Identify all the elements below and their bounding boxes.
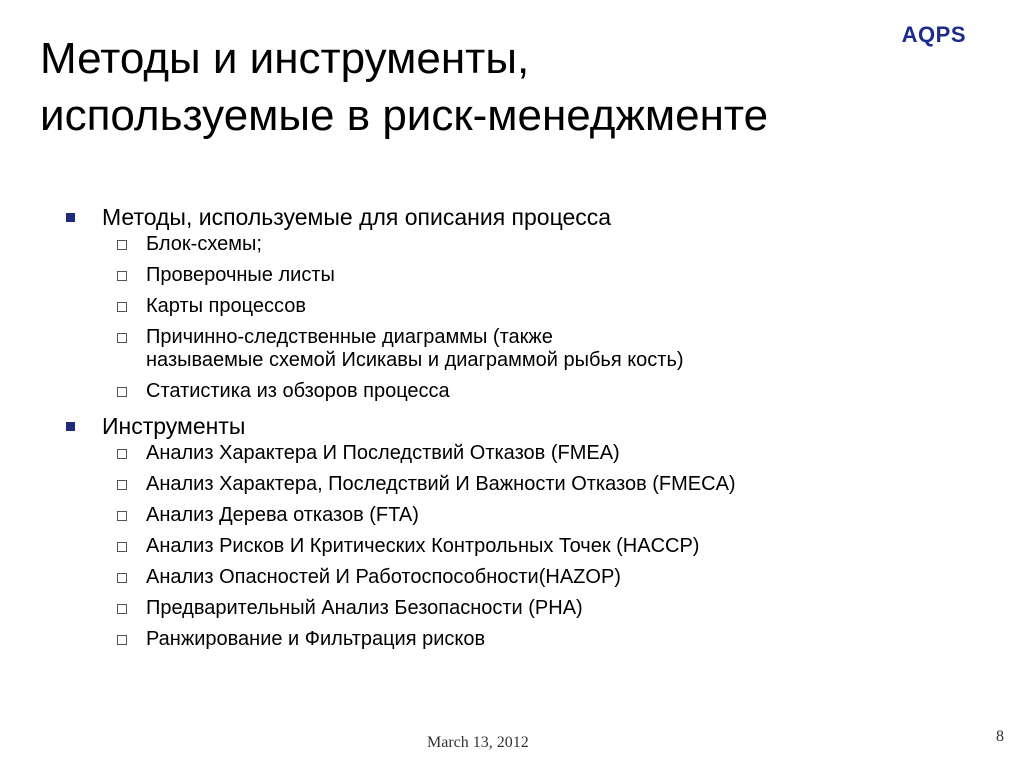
section-heading: Инструменты <box>102 413 246 439</box>
sub-item-line: Проверочные листы <box>146 264 335 286</box>
sub-item-line: Анализ Дерева отказов (FTA) <box>146 504 419 526</box>
sub-item-text <box>146 504 419 527</box>
page-number: 8 <box>996 728 1004 745</box>
sub-item-text <box>146 380 450 403</box>
hollow-square-bullet-icon <box>117 333 127 343</box>
sub-item-line: Ранжирование и Фильтрация рисков <box>146 628 486 650</box>
slide-title <box>40 30 768 144</box>
hollow-square-bullet-icon <box>117 449 127 459</box>
sub-item-text <box>146 264 335 287</box>
sub-item-text <box>146 597 583 620</box>
hollow-square-bullet-icon <box>117 573 127 583</box>
slide-content <box>60 202 960 659</box>
brand-logo: AQPS <box>901 22 966 47</box>
sub-item-text <box>146 535 699 558</box>
hollow-square-bullet-icon <box>117 387 127 397</box>
hollow-square-bullet-icon <box>117 542 127 552</box>
sub-item <box>117 326 960 372</box>
sub-item <box>117 535 960 558</box>
hollow-square-bullet-icon <box>117 480 127 490</box>
hollow-square-bullet-icon <box>117 635 127 645</box>
sub-item-line: Анализ Характера, Последствий И Важности Отказов (FMECA) <box>146 473 736 495</box>
sub-item <box>117 597 960 620</box>
sub-list <box>60 233 960 403</box>
bullet-item <box>60 202 960 233</box>
sub-item-text <box>146 566 621 589</box>
sub-item-text <box>146 233 262 256</box>
hollow-square-bullet-icon <box>117 271 127 281</box>
sub-item <box>117 380 960 403</box>
section-tools <box>60 411 960 651</box>
sub-item-line: Статистика из обзоров процесса <box>146 380 450 402</box>
sub-item <box>117 566 960 589</box>
sub-item <box>117 442 960 465</box>
sub-item-line: Блок-схемы; <box>146 233 262 255</box>
sub-item-line: называемые схемой Исикавы и диаграммой рыбья кость) <box>146 349 684 371</box>
footer-date: March 13, 2012 <box>427 734 529 751</box>
slide-title-line-1: Методы и инструменты, <box>40 34 530 83</box>
sub-item-text <box>146 326 684 372</box>
sub-item-text <box>146 628 485 651</box>
sub-item <box>117 473 960 496</box>
hollow-square-bullet-icon <box>117 240 127 250</box>
hollow-square-bullet-icon <box>117 604 127 614</box>
sub-item <box>117 295 960 318</box>
section-methods <box>60 202 960 403</box>
sub-item-text <box>146 473 736 496</box>
sub-item-line: Анализ Характера И Последствий Отказов (FMEA) <box>146 442 620 464</box>
sub-item <box>117 628 960 651</box>
sub-item <box>117 233 960 256</box>
sub-item <box>117 504 960 527</box>
hollow-square-bullet-icon <box>117 511 127 521</box>
square-bullet-icon <box>66 213 75 222</box>
sub-item <box>117 264 960 287</box>
sub-item-line: Предварительный Анализ Безопасности (PHA) <box>146 597 583 619</box>
sub-item-text <box>146 295 306 318</box>
sub-item-line: Анализ Опасностей И Работоспособности(HAZOP) <box>146 566 621 588</box>
square-bullet-icon <box>66 422 75 431</box>
sub-item-line: Причинно-следственные диаграммы (также <box>146 326 553 348</box>
section-heading: Методы, используемые для описания процесса <box>102 204 612 230</box>
sub-list <box>60 442 960 651</box>
sub-item-text <box>146 442 620 465</box>
sub-item-line: Анализ Рисков И Критических Контрольных Точек (HACCP) <box>146 535 700 557</box>
sub-item-line: Карты процессов <box>146 295 306 317</box>
hollow-square-bullet-icon <box>117 302 127 312</box>
slide-title-line-2: используемые в риск-менеджменте <box>40 91 769 140</box>
bullet-item <box>60 411 960 442</box>
